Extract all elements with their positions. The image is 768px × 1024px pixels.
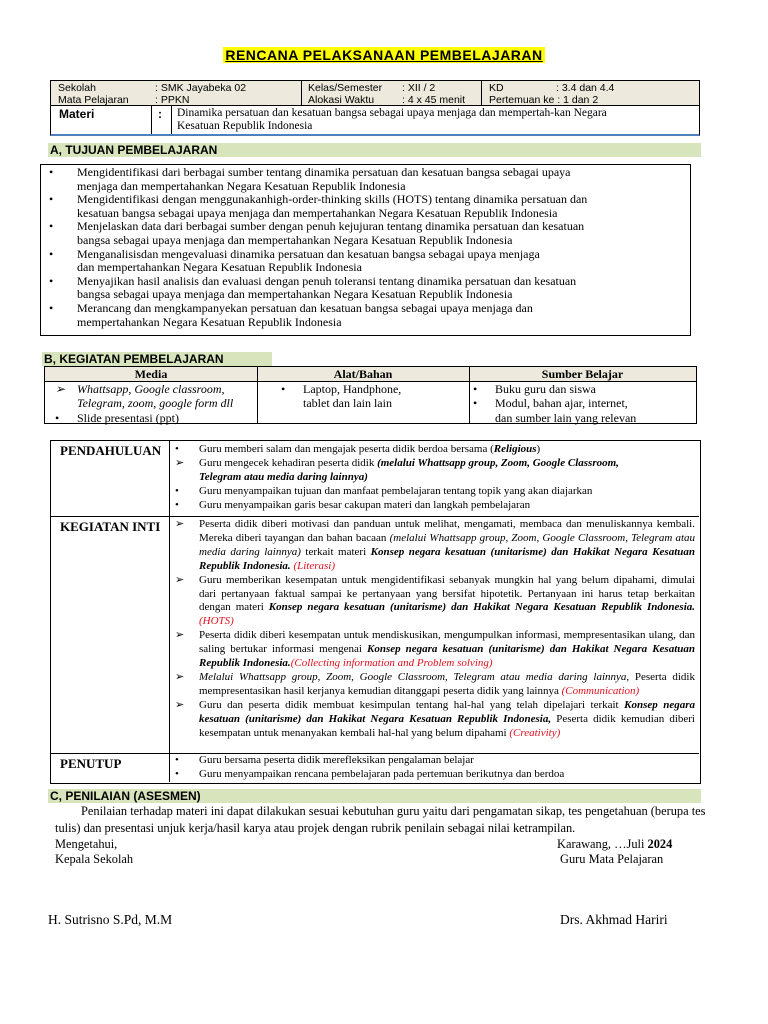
bullet-icon: •: [49, 192, 54, 207]
table-divider: [169, 441, 170, 782]
col-alat: Alat/Bahan: [333, 367, 393, 381]
phase-kegiatan-inti: KEGIATAN INTI: [60, 519, 161, 534]
kelas-label: Kelas/Semester: [308, 82, 383, 94]
pertemuan-label: Pertemuan ke : 1 dan 2: [489, 94, 599, 106]
bullet-icon: •: [473, 396, 478, 411]
bullet-icon: •: [175, 443, 179, 455]
section-c-heading: C, PENILAIAN (ASESMEN): [48, 789, 701, 803]
tujuan-item: • Merancang dan mengkampanyekan persatuan dan kesatuan bangsa sebagai upaya menjaga dan mempertahankan Negara Kesatuan Republik Indonesia: [49, 300, 533, 329]
sig-name-guru: Drs. Akhmad Hariri: [560, 912, 668, 927]
sig-mengetahui: Mengetahui,: [55, 837, 118, 851]
table-divider: [469, 367, 470, 423]
sig-place-date: Karawang, …Juli 2024: [557, 837, 673, 851]
bullet-icon: •: [281, 382, 286, 396]
kd-value: : 3.4 dan 4.4: [556, 82, 615, 94]
tujuan-item: • Mengidentifikasi dengan menggunakanhigh-order-thinking skills (HOTS) tentang dinamika persatuan dan kesatuan bangsa sebagai upaya menjaga dan mempertahankan Negara Kesatuan Republik Indonesia: [49, 192, 588, 220]
tujuan-list: [49, 166, 649, 329]
bullet-icon: •: [473, 382, 478, 396]
mapel-label: Mata Pelajaran: [58, 94, 129, 106]
bullet-icon: •: [49, 219, 54, 234]
table-divider: [257, 367, 258, 423]
section-a-heading: A, TUJUAN PEMBELAJARAN: [48, 143, 701, 157]
section-b-heading: B, KEGIATAN PEMBELAJARAN: [42, 352, 272, 366]
arrow-bullet-icon: ➢: [175, 456, 185, 469]
sekolah-value: : SMK Jayabeka 02: [155, 82, 247, 94]
penilaian-paragraph: Penilaian terhadap materi ini dapat dilakukan sesuai kebutuhan guru yaitu dari pengamatan sikap, tes pengetahuan (berupa tes tulis) dan presentasi unjuk kerja/hasil karya atau projek dengan rubrik penilain sebagai nilai ketrampilan.: [55, 804, 706, 835]
materi-colon: :: [158, 107, 162, 121]
arrow-bullet-icon: ➢: [175, 698, 185, 711]
document-title: RENCANA PELAKSANAAN PEMBELAJARAN: [225, 47, 543, 63]
bullet-icon: •: [55, 410, 60, 425]
bullet-icon: •: [49, 273, 54, 288]
arrow-bullet-icon: ➢: [175, 629, 185, 642]
sig-guru-mapel: Guru Mata Pelajaran: [560, 852, 664, 866]
bullet-icon: •: [49, 246, 54, 261]
header-info-table: [50, 80, 700, 106]
media-table-header: [45, 367, 696, 382]
bullet-icon: •: [175, 498, 179, 511]
phase-penutup: PENUTUP: [60, 756, 122, 771]
col-sumber: Sumber Belajar: [541, 367, 624, 381]
penutup-list: • Guru bersama peserta didik merefleksikan pengalaman belajar • Guru menyampaikan rencana pembelajaran pada pertemuan berikutnya dan berdoa: [175, 754, 565, 780]
media-cell: ➢ Whattsapp, Google classroom, Telegram, zoom, google form dll • Slide presentasi (ppt): [55, 382, 234, 425]
tujuan-list-box: [40, 164, 691, 336]
kelas-value: : XII / 2: [402, 82, 436, 94]
activities-table: [50, 440, 701, 784]
bullet-icon: •: [175, 484, 179, 497]
materi-row: [50, 106, 700, 136]
tujuan-item: • Menjelaskan data dari berbagai sumber dengan penuh kejujuran tentang dinamika persatuan dan kesatuan bangsa sebagai upaya menjaga dan mempertahankan Negara Kesatuan Republik Indonesia: [49, 219, 585, 247]
kd-label: KD: [489, 82, 504, 94]
sig-name-kepala: H. Sutrisno S.Pd, M.M: [48, 912, 173, 927]
bullet-icon: •: [175, 754, 179, 766]
materi-divider: [151, 106, 152, 134]
pendahuluan-list: • Guru memberi salam dan mengajak peserta didik berdoa bersama (Religious) ➢ Guru mengecek kehadiran peserta didik (melalui Whattsapp group, Zoom, Google Classroom, Telegram atau media daring lainnya) • Guru menyampaikan tujuan dan manfaat pembelajaran tentang topik yang akan diajarkan • Guru menyampaikan garis besar cakupan materi dan langkah pembelajaran: [175, 443, 619, 511]
tujuan-item: • Menganalisisdan mengevaluasi dinamika persatuan dan kesatuan bangsa sebagai upaya menjaga dan mempertahankan Negara Kesatuan Republik Indonesia: [49, 246, 540, 275]
materi-text: Dinamika persatuan dan kesatuan bangsa sebagai upaya menjaga dan mempertah-kan Negara Kesatuan Republik Indonesia: [177, 107, 607, 132]
mapel-value: : PPKN: [155, 94, 190, 106]
kegiatan-inti-list: ➢ Peserta didik diberi motivasi dan panduan untuk melihat, mengamati, membaca dan menuliskannya kembali. Mereka diberi tayangan dan bahan bacaan (melalui Whattsapp group, Zoom, Google Classroom, Telegram atau media daring lainnya) terkait materi Konsep negara kesatuan (unitarisme) dan Hakikat Negara Kesatuan Republik Indonesia. (Literasi) ➢ Guru memberikan kesempatan untuk mengidentifikasi sebanyak mungkin hal yang belum dipahami, dimulai dari pertanyaan faktual sampai ke pertanyaan yang bersifat hipotetik. Pertanyaan ini harus tetap berkaitan dengan materi Konsep negara kesatuan (unitarisme) dan Hakikat Negara Kesatuan Republik Indonesia. (HOTS) ➢ Peserta didik diberi kesempatan untuk mendiskusikan, mengumpulkan informasi, mempresentasikan ulang, dan saling bertukar informasi mengenai Konsep negara kesatuan (unitarisme) dan Hakikat Negara Kesatuan Republik Indonesia.(Collecting information and Problem solving) ➢ Melalui Whattsapp group, Zoom, Google Classroom, Telegram atau media daring lainnya, Peserta didik mempresentasikan hasil kerjanya kemudian ditanggapi peserta didik yang lainnya (Communication) ➢ Guru dan peserta didik membuat kesimpulan tentang hal-hal yang telah dipelajari terkait Konsep negara kesatuan (unitarisme) dan Hakikat Negara Kesatuan Republik Indonesia, Peserta didik kemudian diberi kesempatan untuk menanyakan kembali hal-hal yang belum dipahami (Creativity): [175, 518, 695, 739]
arrow-bullet-icon: ➢: [175, 573, 185, 586]
bullet-icon: •: [49, 165, 54, 179]
arrow-bullet-icon: ➢: [175, 518, 185, 530]
bullet-icon: •: [175, 767, 179, 780]
arrow-bullet-icon: ➢: [175, 670, 185, 683]
sekolah-label: Sekolah: [58, 82, 96, 94]
arrow-bullet-icon: ➢: [55, 382, 66, 396]
phase-pendahuluan: PENDAHULUAN: [60, 443, 162, 458]
table-divider: [51, 516, 699, 517]
bullet-icon: •: [49, 300, 54, 315]
col-media: Media: [134, 367, 168, 381]
sig-kepala-sekolah: Kepala Sekolah: [55, 852, 134, 866]
alokasi-label: Alokasi Waktu: [308, 94, 375, 106]
materi-label: Materi: [59, 107, 95, 121]
materi-divider: [171, 106, 172, 134]
alat-cell: • Laptop, Handphone, tablet dan lain lain: [281, 382, 402, 411]
tujuan-item: • Menyajikan hasil analisis dan evaluasi dengan penuh toleransi tentang dinamika persatuan dan kesatuan bangsa sebagai upaya menjaga dan mempertahankan Negara Kesatuan Republik Indonesia: [49, 273, 577, 302]
alokasi-value: : 4 x 45 menit: [402, 94, 466, 106]
media-table: [44, 366, 697, 424]
tujuan-item: • Mengidentifikasi dari berbagai sumber tentang dinamika persatuan dan kesatuan bangsa sebagai upaya menjaga dan mempertahankan Negara Kesatuan Republik Indonesia: [49, 165, 571, 193]
sumber-cell: • Buku guru dan siswa • Modul, bahan ajar, internet, dan sumber lain yang relevan: [473, 382, 637, 425]
